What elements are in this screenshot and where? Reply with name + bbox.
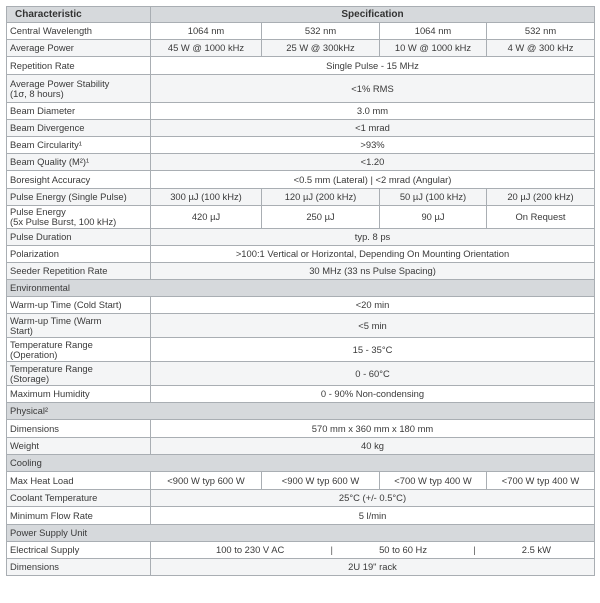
value-power-rating: 2.5 kW [521, 544, 551, 556]
value-min-flow-rate: 5 l/min [151, 507, 595, 525]
section-environmental [7, 280, 595, 297]
separator: | [330, 544, 333, 556]
value-weight: 40 kg [151, 438, 595, 455]
value-pe-burst-4: On Request [487, 206, 595, 229]
value-wavelength-3: 1064 nm [380, 23, 487, 40]
value-heat-load-3: <700 W typ 400 W [380, 472, 487, 490]
value-pe-single-1: 300 µJ (100 kHz) [151, 189, 262, 206]
row-polarization [7, 246, 595, 263]
value-seeder-rep-rate: 30 MHz (33 ns Pulse Spacing) [151, 263, 595, 280]
row-average-power [7, 40, 595, 57]
value-repetition-rate: Single Pulse - 15 MHz [151, 57, 595, 75]
value-coolant-temp: 25°C (+/- 0.5°C) [151, 490, 595, 507]
label-warmup-cold: Warm-up Time (Cold Start) [7, 297, 151, 314]
value-heat-load-1: <900 W typ 600 W [151, 472, 262, 490]
label-boresight-accuracy: Boresight Accuracy [7, 171, 151, 189]
label-seeder-rep-rate: Seeder Repetition Rate [7, 263, 151, 280]
section-title-environmental: Environmental [7, 280, 595, 297]
value-pulse-duration: typ. 8 ps [151, 229, 595, 246]
value-electrical-supply [151, 542, 595, 559]
row-repetition-rate [7, 57, 595, 75]
label-central-wavelength: Central Wavelength [7, 23, 151, 40]
label-warmup-warm: Warm-up Time (Warm Start) [7, 314, 151, 338]
section-title-cooling: Cooling [7, 455, 595, 472]
row-weight [7, 438, 595, 455]
label-pulse-duration: Pulse Duration [7, 229, 151, 246]
label-beam-circularity: Beam Circularity¹ [7, 137, 151, 154]
value-power-3: 10 W @ 1000 kHz [380, 40, 487, 57]
row-coolant-temp [7, 490, 595, 507]
label-pulse-energy-single: Pulse Energy (Single Pulse) [7, 189, 151, 206]
row-beam-divergence [7, 120, 595, 137]
section-physical [7, 403, 595, 420]
label-pulse-energy-burst: Pulse Energy (5x Pulse Burst, 100 kHz) [7, 206, 151, 229]
section-power-supply [7, 525, 595, 542]
value-pe-burst-1: 420 µJ [151, 206, 262, 229]
row-pulse-energy-single [7, 189, 595, 206]
value-max-humidity: 0 - 90% Non-condensing [151, 386, 595, 403]
value-frequency: 50 to 60 Hz [379, 544, 428, 556]
value-polarization: >100:1 Vertical or Horizontal, Depending On Mounting Orientation [151, 246, 595, 263]
value-pe-single-3: 50 µJ (100 kHz) [380, 189, 487, 206]
label-temp-operation: Temperature Range (Operation) [7, 338, 151, 362]
value-pe-burst-3: 90 µJ [380, 206, 487, 229]
row-dimensions-psu [7, 559, 595, 576]
section-title-physical: Physical² [7, 403, 595, 420]
label-coolant-temp: Coolant Temperature [7, 490, 151, 507]
section-cooling [7, 455, 595, 472]
label-beam-quality: Beam Quality (M²)¹ [7, 154, 151, 171]
value-pe-single-4: 20 µJ (200 kHz) [487, 189, 595, 206]
row-boresight-accuracy [7, 171, 595, 189]
value-heat-load-4: <700 W typ 400 W [487, 472, 595, 490]
label-weight: Weight [7, 438, 151, 455]
section-title-power-supply: Power Supply Unit [7, 525, 595, 542]
label-max-humidity: Maximum Humidity [7, 386, 151, 403]
specification-table [6, 6, 595, 576]
label-beam-divergence: Beam Divergence [7, 120, 151, 137]
row-seeder-rep-rate [7, 263, 595, 280]
value-wavelength-2: 532 nm [262, 23, 380, 40]
value-pe-single-2: 120 µJ (200 kHz) [262, 189, 380, 206]
row-warmup-cold [7, 297, 595, 314]
row-temp-operation [7, 338, 595, 362]
row-dimensions-physical [7, 420, 595, 438]
value-beam-circularity: >93% [151, 137, 595, 154]
label-polarization: Polarization [7, 246, 151, 263]
table-header-row [7, 7, 595, 23]
label-max-heat-load: Max Heat Load [7, 472, 151, 490]
header-characteristic: Characteristic [7, 7, 151, 23]
row-temp-storage [7, 362, 595, 386]
row-max-humidity [7, 386, 595, 403]
row-min-flow-rate [7, 507, 595, 525]
header-specification: Specification [151, 7, 595, 23]
value-temp-operation: 15 - 35°C [151, 338, 595, 362]
row-beam-diameter [7, 103, 595, 120]
row-central-wavelength [7, 23, 595, 40]
label-beam-diameter: Beam Diameter [7, 103, 151, 120]
value-beam-diameter: 3.0 mm [151, 103, 595, 120]
row-beam-quality [7, 154, 595, 171]
label-avg-power-stability: Average Power Stability (1σ, 8 hours) [7, 75, 151, 103]
value-power-4: 4 W @ 300 kHz [487, 40, 595, 57]
separator: | [473, 544, 476, 556]
label-average-power: Average Power [7, 40, 151, 57]
value-beam-divergence: <1 mrad [151, 120, 595, 137]
value-warmup-cold: <20 min [151, 297, 595, 314]
row-max-heat-load [7, 472, 595, 490]
value-power-2: 25 W @ 300kHz [262, 40, 380, 57]
value-warmup-warm: <5 min [151, 314, 595, 338]
value-power-1: 45 W @ 1000 kHz [151, 40, 262, 57]
value-beam-quality: <1.20 [151, 154, 595, 171]
row-pulse-duration [7, 229, 595, 246]
value-avg-power-stability: <1% RMS [151, 75, 595, 103]
label-temp-storage: Temperature Range (Storage) [7, 362, 151, 386]
value-wavelength-4: 532 nm [487, 23, 595, 40]
value-dimensions-physical: 570 mm x 360 mm x 180 mm [151, 420, 595, 438]
value-boresight-accuracy: <0.5 mm (Lateral) | <2 mrad (Angular) [151, 171, 595, 189]
row-warmup-warm [7, 314, 595, 338]
label-repetition-rate: Repetition Rate [7, 57, 151, 75]
row-pulse-energy-burst [7, 206, 595, 229]
value-wavelength-1: 1064 nm [151, 23, 262, 40]
label-dimensions-physical: Dimensions [7, 420, 151, 438]
value-dimensions-psu: 2U 19" rack [151, 559, 595, 576]
row-electrical-supply [7, 542, 595, 559]
value-heat-load-2: <900 W typ 600 W [262, 472, 380, 490]
label-electrical-supply: Electrical Supply [7, 542, 151, 559]
label-dimensions-psu: Dimensions [7, 559, 151, 576]
value-voltage: 100 to 230 V AC [216, 544, 285, 556]
label-min-flow-rate: Minimum Flow Rate [7, 507, 151, 525]
value-pe-burst-2: 250 µJ [262, 206, 380, 229]
value-temp-storage: 0 - 60°C [151, 362, 595, 386]
row-beam-circularity [7, 137, 595, 154]
row-avg-power-stability [7, 75, 595, 103]
